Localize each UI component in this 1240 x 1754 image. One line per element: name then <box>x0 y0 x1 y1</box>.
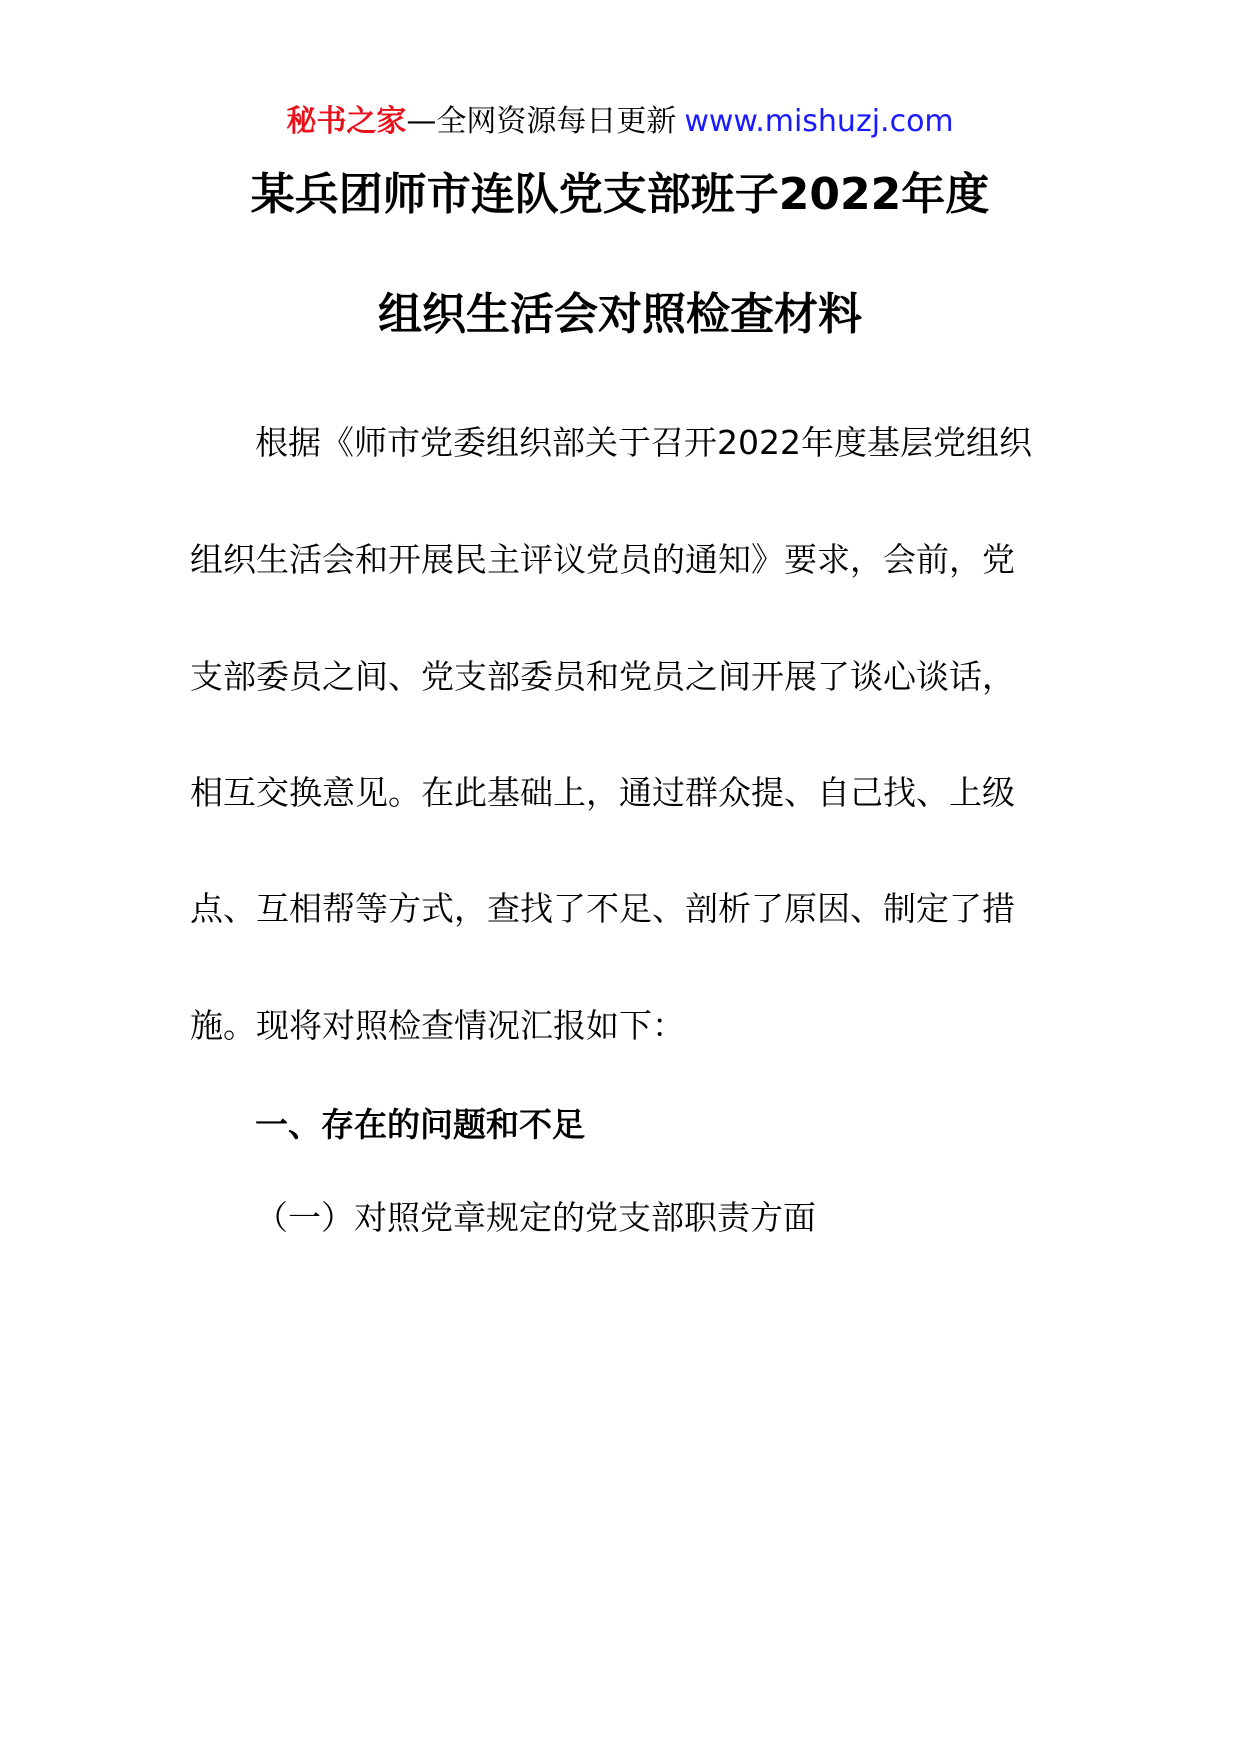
paragraph-line-6: 施。现将对照检查情况汇报如下： <box>190 1006 685 1045</box>
brand-name: 秘书之家 <box>286 104 407 139</box>
paragraph-line-3: 支部委员之间、党支部委员和党员之间开展了谈心谈话， <box>190 657 1015 696</box>
paragraph-line-1: 根据《师市党委组织部关于召开2022年度基层党组织 <box>255 423 1032 462</box>
document-title-line-1: 某兵团师市连队党支部班子2022年度 <box>250 169 990 220</box>
paragraph-line-4: 相互交换意见。在此基础上，通过群众提、自己找、上级 <box>190 773 1015 812</box>
paragraph-line-2: 组织生活会和开展民主评议党员的通知》要求，会前，党 <box>190 540 1015 579</box>
site-banner <box>0 100 1240 144</box>
subsection-heading: （一）对照党章规定的党支部职责方面 <box>255 1198 816 1237</box>
document-title-line-2: 组织生活会对照检查材料 <box>378 289 862 340</box>
banner-slogan: —全网资源每日更新 <box>406 104 677 139</box>
section-heading: 一、存在的问题和不足 <box>255 1105 585 1144</box>
site-url-link[interactable]: www.mishuzj.com <box>684 104 954 139</box>
paragraph-line-5: 点、互相帮等方式，查找了不足、剖析了原因、制定了措 <box>190 889 1015 928</box>
